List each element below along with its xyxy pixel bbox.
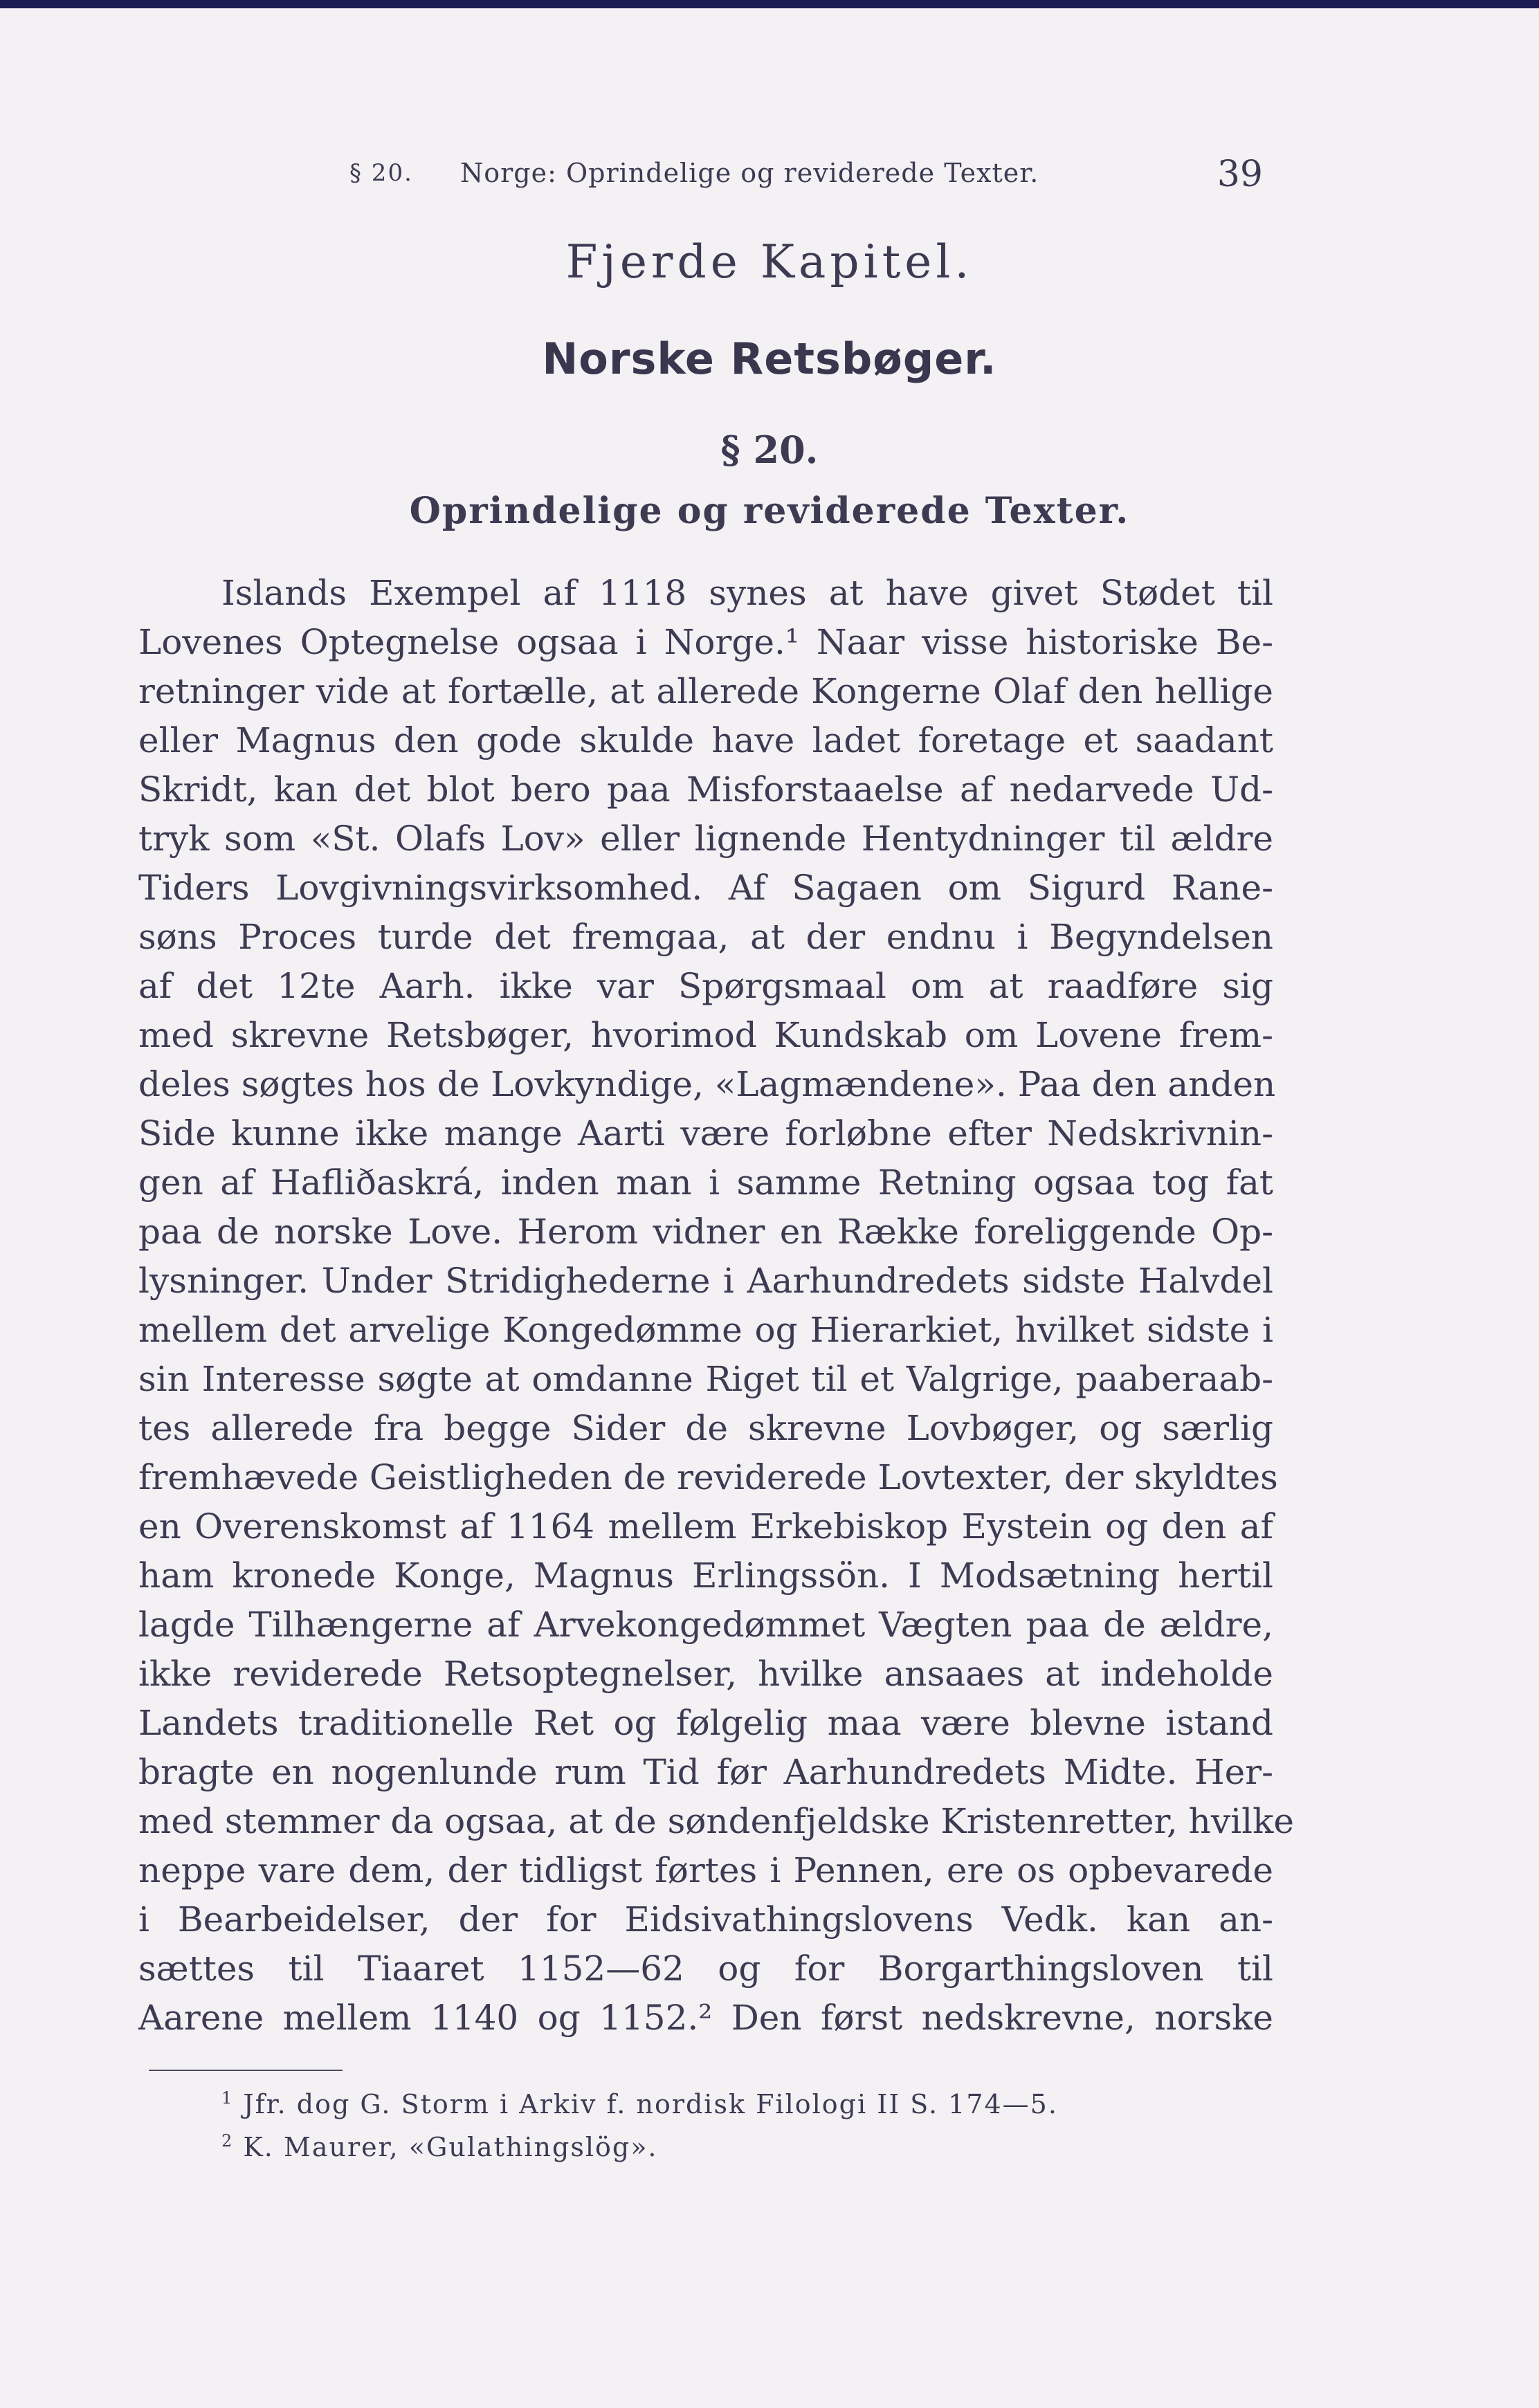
footnote: [221, 2083, 1259, 2126]
footnote-divider: [149, 2070, 343, 2071]
running-head: [349, 154, 1263, 202]
body-line: Lovenes Optegnelse ogsaa i Norge.¹ Naar visse historiske Be-: [138, 622, 1273, 662]
body-line: fremhævede Geistligheden de reviderede Lovtexter, der skyldtes: [138, 1457, 1278, 1497]
body-line: deles søgtes hos de Lovkyndige, «Lagmændene». Paa den anden: [138, 1064, 1276, 1104]
body-line: neppe vare dem, der tidligst førtes i Pennen, ere os opbevarede: [138, 1850, 1273, 1890]
footnote-marker: 1: [221, 2088, 234, 2108]
running-head-section: § 20.: [349, 159, 413, 187]
body-line: sin Interesse søgte at omdanne Riget til et Valgrige, paaberaab-: [138, 1359, 1273, 1399]
running-head-title: Norge: Oprindelige og reviderede Texter.: [460, 158, 1039, 188]
page-number: 39: [1217, 154, 1263, 195]
body-line: Landets traditionelle Ret og følgelig maa være blevne istand: [138, 1703, 1273, 1743]
body-line: med skrevne Retsbøger, hvorimod Kundskab om Lovene frem-: [138, 1015, 1273, 1055]
body-line: tryk som «St. Olafs Lov» eller lignende Hentydninger til ældre: [138, 819, 1273, 859]
body-line: paa de norske Love. Herom vidner en Række foreliggende Op-: [138, 1212, 1273, 1252]
footnote-text: Jfr. dog G. Storm i Arkiv f. nordisk Filologi II S. 174—5.: [233, 2089, 1058, 2119]
body-line: Tiders Lovgivningsvirksomhed. Af Sagaen om Sigurd Rane-: [138, 868, 1273, 908]
body-line: af det 12te Aarh. ikke var Spørgsmaal om at raadføre sig: [138, 966, 1273, 1006]
body-line: Skridt, kan det blot bero paa Misforstaaelse af nedarvede Ud-: [138, 769, 1273, 810]
body-line: tes allerede fra begge Sider de skrevne Lovbøger, og særlig: [138, 1408, 1273, 1448]
footnote: [221, 2126, 1259, 2169]
body-line: i Bearbeidelser, der for Eidsivathingslovens Vedk. kan an-: [138, 1899, 1273, 1940]
body-line: Aarene mellem 1140 og 1152.² Den først nedskrevne, norske: [138, 1998, 1273, 2038]
body-line: ham kronede Konge, Magnus Erlingssön. I Modsætning hertil: [138, 1556, 1273, 1596]
footnotes: [221, 2083, 1259, 2169]
body-line: sættes til Tiaaret 1152—62 og for Borgarthingsloven til: [138, 1949, 1273, 1989]
section-number: § 20.: [720, 428, 819, 472]
body-line: ikke reviderede Retsoptegnelser, hvilke ansaaes at indeholde: [138, 1654, 1273, 1694]
body-line: bragte en nogenlunde rum Tid før Aarhundredets Midte. Her-: [138, 1752, 1273, 1792]
body-line: lysninger. Under Stridighederne i Aarhundredets sidste Halvdel: [138, 1261, 1273, 1301]
footnote-marker: 2: [221, 2131, 234, 2151]
body-line: eller Magnus den gode skulde have ladet foretage et saadant: [138, 720, 1273, 760]
body-line: retninger vide at fortælle, at allerede Kongerne Olaf den hellige: [138, 671, 1273, 711]
body-line: søns Proces turde det fremgaa, at der endnu i Begyndelsen: [138, 917, 1273, 957]
body-line: gen af Hafliðaskrá, inden man i samme Retning ogsaa tog fat: [138, 1162, 1273, 1203]
body-line: mellem det arvelige Kongedømme og Hierarkiet, hvilket sidste i: [138, 1310, 1273, 1350]
section-title: Oprindelige og reviderede Texter.: [409, 490, 1130, 532]
body-text: [138, 569, 1294, 2043]
body-line: Side kunne ikke mange Aarti være forløbne efter Nedskrivnin-: [138, 1113, 1273, 1153]
body-line: lagde Tilhængerne af Arvekongedømmet Vægten paa de ældre,: [138, 1605, 1273, 1645]
footnote-text: K. Maurer, «Gulathingslög».: [233, 2132, 658, 2162]
body-line: med stemmer da ogsaa, at de søndenfjeldske Kristenretter, hvilke: [138, 1801, 1294, 1841]
chapter-title: Norske Retsbøger.: [542, 334, 997, 384]
body-line: en Overenskomst af 1164 mellem Erkebiskop Eystein og den af: [138, 1506, 1273, 1547]
body-line: Islands Exempel af 1118 synes at have givet Stødet til: [221, 573, 1273, 613]
chapter-label: Fjerde Kapitel.: [565, 235, 974, 289]
